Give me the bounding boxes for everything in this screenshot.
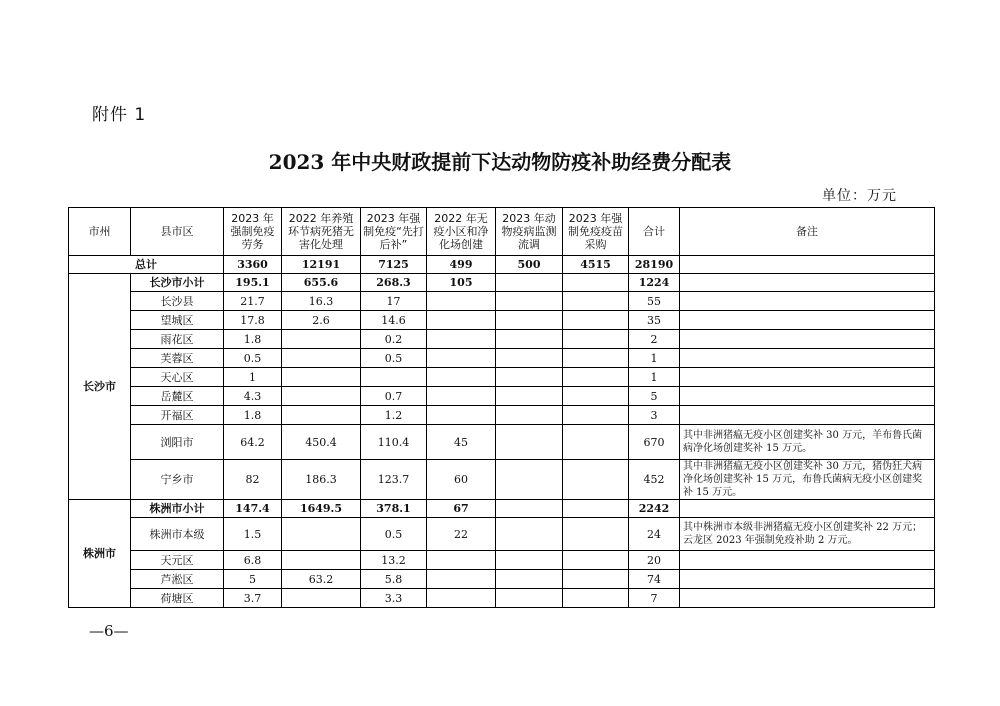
page-number: —6—	[89, 622, 129, 640]
cell-total: 74	[629, 570, 680, 589]
grand-total-row	[69, 256, 935, 274]
cell-c4	[427, 551, 496, 570]
subtotal-c1: 195.1	[224, 274, 282, 292]
cell-c1: 21.7	[224, 292, 282, 311]
grand-total-c1: 3360	[224, 256, 282, 274]
table-row	[69, 460, 935, 500]
table-row	[69, 406, 935, 425]
cell-total: 35	[629, 311, 680, 330]
cell-c2: 16.3	[282, 292, 361, 311]
subtotal-c4: 105	[427, 274, 496, 292]
header-note: 备注	[680, 208, 935, 256]
subtotal-note	[680, 274, 935, 292]
cell-c5	[496, 368, 563, 387]
grand-total-c4: 499	[427, 256, 496, 274]
note-cell	[680, 387, 935, 406]
cell-total: 5	[629, 387, 680, 406]
cell-total: 1	[629, 349, 680, 368]
cell-c1: 1.5	[224, 518, 282, 551]
cell-c4	[427, 406, 496, 425]
cell-c6	[563, 368, 629, 387]
cell-c1: 1.8	[224, 406, 282, 425]
header-c5: 2023 年动物疫病监测流调	[496, 208, 563, 256]
cell-c3: 1.2	[361, 406, 427, 425]
cell-c2: 63.2	[282, 570, 361, 589]
subtotal-note	[680, 500, 935, 518]
header-c3: 2023 年强制免疫“先打后补”	[361, 208, 427, 256]
cell-c6	[563, 518, 629, 551]
cell-c4	[427, 570, 496, 589]
cell-c2: 450.4	[282, 425, 361, 460]
cell-c2: 2.6	[282, 311, 361, 330]
cell-c5	[496, 425, 563, 460]
cell-total: 55	[629, 292, 680, 311]
cell-c3: 17	[361, 292, 427, 311]
cell-c3: 110.4	[361, 425, 427, 460]
cell-c3: 3.3	[361, 589, 427, 608]
county-name: 浏阳市	[131, 425, 224, 460]
table-row	[69, 551, 935, 570]
note-cell	[680, 368, 935, 387]
table-row	[69, 311, 935, 330]
cell-c6	[563, 425, 629, 460]
note-cell	[680, 551, 935, 570]
cell-c5	[496, 387, 563, 406]
note-cell: 其中非洲猪瘟无疫小区创建奖补 30 万元，羊布鲁氏菌病净化场创建奖补 15 万元。	[680, 425, 935, 460]
subtotal-total: 1224	[629, 274, 680, 292]
subtotal-label: 长沙市小计	[131, 274, 224, 292]
cell-c2: 186.3	[282, 460, 361, 500]
cell-c6	[563, 292, 629, 311]
table-row	[69, 518, 935, 551]
cell-c5	[496, 292, 563, 311]
cell-c4	[427, 311, 496, 330]
cell-c6	[563, 330, 629, 349]
cell-c1: 1	[224, 368, 282, 387]
cell-c5	[496, 311, 563, 330]
cell-c6	[563, 460, 629, 500]
note-cell	[680, 406, 935, 425]
county-name: 宁乡市	[131, 460, 224, 500]
subtotal-c5	[496, 274, 563, 292]
subtotal-total: 2242	[629, 500, 680, 518]
grand-total-c2: 12191	[282, 256, 361, 274]
county-name: 天心区	[131, 368, 224, 387]
cell-c1: 17.8	[224, 311, 282, 330]
cell-c3: 0.2	[361, 330, 427, 349]
county-name: 荷塘区	[131, 589, 224, 608]
cell-c2	[282, 387, 361, 406]
note-cell	[680, 349, 935, 368]
allocation-table	[68, 207, 935, 608]
county-name: 天元区	[131, 551, 224, 570]
subtotal-label: 株洲市小计	[131, 500, 224, 518]
subtotal-c2: 655.6	[282, 274, 361, 292]
city-cell: 株洲市	[69, 500, 131, 608]
cell-total: 3	[629, 406, 680, 425]
attachment-label: 附件 1	[92, 105, 147, 125]
cell-c6	[563, 311, 629, 330]
cell-c4	[427, 292, 496, 311]
cell-c2	[282, 368, 361, 387]
county-name: 芙蓉区	[131, 349, 224, 368]
cell-c5	[496, 406, 563, 425]
subtotal-c6	[563, 500, 629, 518]
unit-label: 单位：万元	[822, 188, 897, 204]
table-row	[69, 425, 935, 460]
cell-c1: 82	[224, 460, 282, 500]
cell-total: 20	[629, 551, 680, 570]
table-row	[69, 330, 935, 349]
county-name: 芦淞区	[131, 570, 224, 589]
grand-total-c3: 7125	[361, 256, 427, 274]
cell-c3: 0.7	[361, 387, 427, 406]
subtotal-c6	[563, 274, 629, 292]
note-cell	[680, 311, 935, 330]
cell-c3: 0.5	[361, 349, 427, 368]
cell-c3: 13.2	[361, 551, 427, 570]
cell-total: 452	[629, 460, 680, 500]
cell-c6	[563, 406, 629, 425]
cell-c3: 0.5	[361, 518, 427, 551]
county-name: 雨花区	[131, 330, 224, 349]
county-name: 望城区	[131, 311, 224, 330]
cell-c5	[496, 330, 563, 349]
cell-c1: 64.2	[224, 425, 282, 460]
cell-c4	[427, 387, 496, 406]
cell-c1: 6.8	[224, 551, 282, 570]
subtotal-c4: 67	[427, 500, 496, 518]
subtotal-c3: 378.1	[361, 500, 427, 518]
cell-c3: 5.8	[361, 570, 427, 589]
cell-c5	[496, 518, 563, 551]
grand-total-sum: 28190	[629, 256, 680, 274]
cell-c2	[282, 589, 361, 608]
cell-c4: 60	[427, 460, 496, 500]
table-row	[69, 589, 935, 608]
note-cell	[680, 570, 935, 589]
cell-total: 1	[629, 368, 680, 387]
cell-c6	[563, 387, 629, 406]
cell-c4: 22	[427, 518, 496, 551]
county-name: 开福区	[131, 406, 224, 425]
cell-c4: 45	[427, 425, 496, 460]
grand-total-note	[680, 256, 935, 274]
page-title: 2023 年中央财政提前下达动物防疫补助经费分配表	[268, 150, 732, 174]
cell-total: 670	[629, 425, 680, 460]
city-cell: 长沙市	[69, 274, 131, 500]
table-row	[69, 387, 935, 406]
note-cell	[680, 292, 935, 311]
cell-c4	[427, 349, 496, 368]
header-total: 合计	[629, 208, 680, 256]
cell-c5	[496, 460, 563, 500]
subtotal-c3: 268.3	[361, 274, 427, 292]
table-row	[69, 368, 935, 387]
grand-total-label: 总计	[69, 256, 224, 274]
county-name: 岳麓区	[131, 387, 224, 406]
cell-c5	[496, 551, 563, 570]
cell-c2	[282, 406, 361, 425]
cell-c5	[496, 589, 563, 608]
subtotal-row	[69, 500, 935, 518]
subtotal-c1: 147.4	[224, 500, 282, 518]
note-cell: 其中非洲猪瘟无疫小区创建奖补 30 万元，猪伪狂犬病净化场创建奖补 15 万元，布鲁氏菌病无疫小区创建奖补 15 万元。	[680, 460, 935, 500]
table-row	[69, 292, 935, 311]
cell-c1: 4.3	[224, 387, 282, 406]
note-cell: 其中株洲市本级非洲猪瘟无疫小区创建奖补 22 万元；云龙区 2023 年强制免疫补助 2 万元。	[680, 518, 935, 551]
grand-total-c5: 500	[496, 256, 563, 274]
cell-c2	[282, 551, 361, 570]
county-name: 株洲市本级	[131, 518, 224, 551]
grand-total-c6: 4515	[563, 256, 629, 274]
header-c2: 2022 年养殖环节病死猪无害化处理	[282, 208, 361, 256]
cell-c1: 3.7	[224, 589, 282, 608]
cell-c2	[282, 518, 361, 551]
table-row	[69, 349, 935, 368]
header-c6: 2023 年强制免疫疫苗采购	[563, 208, 629, 256]
subtotal-c5	[496, 500, 563, 518]
subtotal-row	[69, 274, 935, 292]
cell-c1: 1.8	[224, 330, 282, 349]
header-city: 市州	[69, 208, 131, 256]
cell-c2	[282, 349, 361, 368]
cell-total: 7	[629, 589, 680, 608]
cell-c6	[563, 349, 629, 368]
cell-c5	[496, 349, 563, 368]
subtotal-c2: 1649.5	[282, 500, 361, 518]
cell-c6	[563, 570, 629, 589]
cell-c1: 0.5	[224, 349, 282, 368]
county-name: 长沙县	[131, 292, 224, 311]
cell-c6	[563, 551, 629, 570]
cell-c6	[563, 589, 629, 608]
cell-c3: 14.6	[361, 311, 427, 330]
cell-c4	[427, 589, 496, 608]
note-cell	[680, 589, 935, 608]
cell-c1: 5	[224, 570, 282, 589]
note-cell	[680, 330, 935, 349]
header-c4: 2022 年无疫小区和净化场创建	[427, 208, 496, 256]
table-row	[69, 570, 935, 589]
cell-c2	[282, 330, 361, 349]
cell-c3: 123.7	[361, 460, 427, 500]
cell-c3	[361, 368, 427, 387]
header-c1: 2023 年强制免疫劳务	[224, 208, 282, 256]
cell-total: 24	[629, 518, 680, 551]
cell-total: 2	[629, 330, 680, 349]
header-county: 县市区	[131, 208, 224, 256]
cell-c4	[427, 330, 496, 349]
cell-c5	[496, 570, 563, 589]
header-row	[69, 208, 935, 256]
cell-c4	[427, 368, 496, 387]
